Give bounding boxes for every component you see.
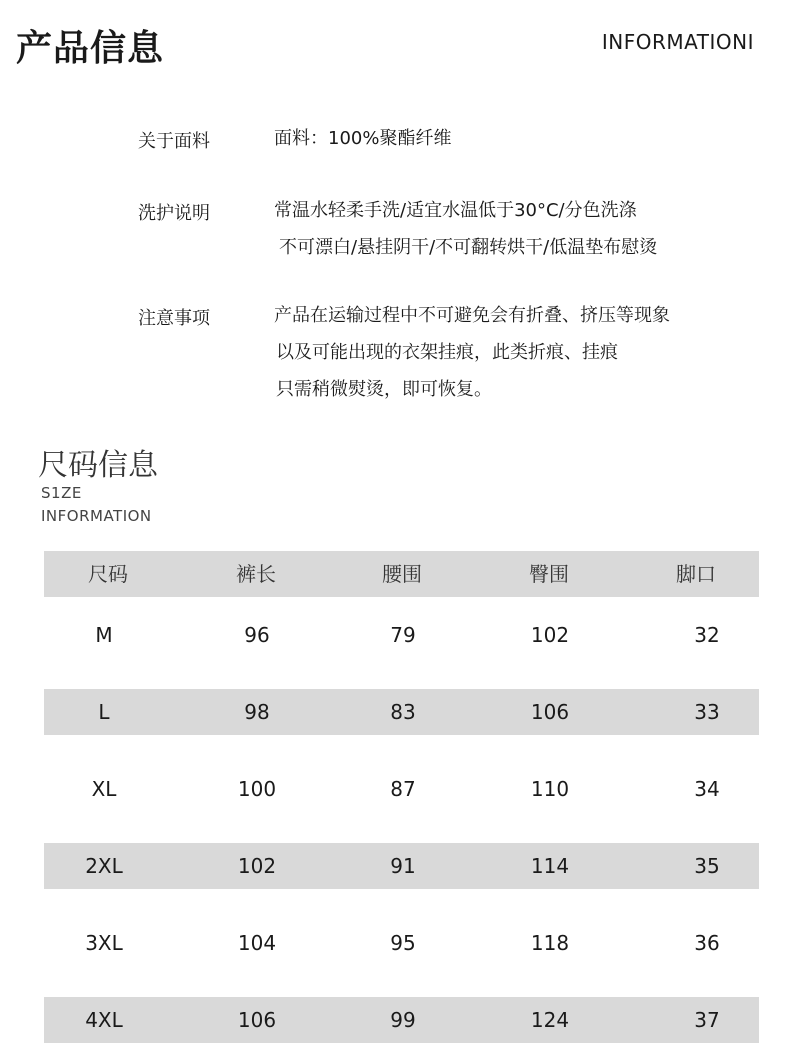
care-text-line1: 常温水轻柔手洗/适宜水温低于30°C/分色洗涤 — [274, 200, 637, 221]
size-table — [44, 551, 759, 1043]
cell-waist: 99 — [390, 1008, 416, 1032]
notice-text-line1: 产品在运输过程中不可避免会有折叠、挤压等现象 — [274, 305, 670, 326]
cell-waist: 79 — [390, 623, 416, 647]
cell-length: 102 — [237, 854, 277, 878]
cell-hem: 34 — [694, 777, 720, 801]
cell-hip: 124 — [530, 1008, 570, 1032]
notice-text-line3: 只需稍微熨烫，即可恢复。 — [276, 379, 492, 400]
cell-hip: 110 — [530, 777, 570, 801]
cell-hem: 35 — [694, 854, 720, 878]
cell-length: 106 — [237, 1008, 277, 1032]
cell-size: 2XL — [85, 854, 123, 878]
cell-size: XL — [91, 777, 117, 801]
cell-length: 104 — [237, 931, 277, 955]
cell-waist: 87 — [390, 777, 416, 801]
cell-size: M — [95, 623, 113, 647]
fabric-text: 面料：100%聚酯纤维 — [274, 128, 452, 149]
care-label: 洗护说明 — [138, 203, 210, 224]
cell-waist: 91 — [390, 854, 416, 878]
table-row — [44, 612, 759, 658]
cell-size: L — [98, 700, 110, 724]
cell-hem: 36 — [694, 931, 720, 955]
cell-hip: 114 — [530, 854, 570, 878]
page-title-en: INFORMATIONI — [601, 30, 754, 54]
care-text-line2: 不可漂白/悬挂阴干/不可翻转烘干/低温垫布慰烫 — [279, 237, 658, 258]
cell-hem: 33 — [694, 700, 720, 724]
cell-hem: 32 — [694, 623, 720, 647]
cell-length: 96 — [244, 623, 270, 647]
cell-length: 98 — [244, 700, 270, 724]
cell-length: 100 — [237, 777, 277, 801]
size-section-title: 尺码信息 — [38, 448, 158, 483]
cell-size: 3XL — [85, 931, 123, 955]
header-waist: 腰围 — [382, 562, 422, 586]
size-section-subtitle-1: S1ZE — [41, 484, 82, 502]
fabric-label: 关于面料 — [138, 131, 210, 152]
header-length: 裤长 — [236, 562, 276, 586]
header-hip: 臀围 — [529, 562, 569, 586]
page-title: 产品信息 — [16, 28, 165, 69]
size-section-subtitle-2: INFORMATION — [41, 507, 152, 525]
cell-waist: 83 — [390, 700, 416, 724]
header-hem: 脚口 — [676, 562, 716, 586]
table-row — [44, 920, 759, 966]
cell-hip: 106 — [530, 700, 570, 724]
header-size: 尺码 — [88, 562, 128, 586]
cell-hip: 118 — [530, 931, 570, 955]
table-header-row — [44, 551, 759, 597]
cell-size: 4XL — [85, 1008, 123, 1032]
table-row — [44, 843, 759, 889]
table-row — [44, 997, 759, 1043]
table-row — [44, 689, 759, 735]
cell-waist: 95 — [390, 931, 416, 955]
notice-text-line2: 以及可能出现的衣架挂痕，此类折痕、挂痕 — [276, 342, 618, 363]
notice-label: 注意事项 — [138, 308, 210, 329]
cell-hem: 37 — [694, 1008, 720, 1032]
table-row — [44, 766, 759, 812]
cell-hip: 102 — [530, 623, 570, 647]
